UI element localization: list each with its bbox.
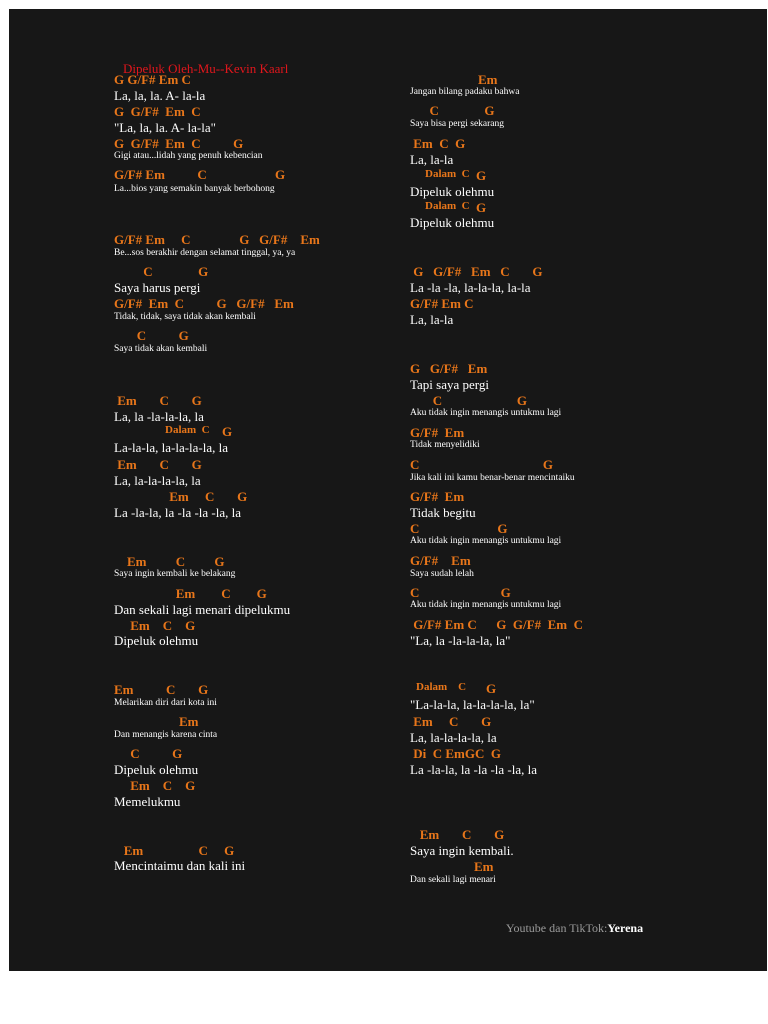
lyric-line: Dipeluk olehmu [410,184,495,199]
chord-line: Dalam C [425,168,470,180]
lyric-line-small: Tidak, tidak, saya tidak akan kembali [114,312,256,322]
chord-line: G G/F# Em C [114,104,201,119]
lyric-line-small: Aku tidak ingin menangis untukmu lagi [410,600,562,610]
chord-line: C G [114,328,189,343]
lyric-line-small: Saya bisa pergi sekarang [410,119,505,129]
chord-line: Dalam C [165,424,210,436]
lyric-line: Tapi saya pergi [410,377,489,392]
chord-line: G/F# Em C G G/F# Em [114,296,294,311]
chord-line: Di C EmGC G [410,746,501,761]
lyric-line: La -la-la, la -la -la -la, la [114,505,242,520]
chord-line: G/F# Em C G [114,167,286,182]
chord-line: G [476,168,487,183]
lyric-line-small: Melarikan diri dari kota ini [114,698,217,708]
lyric-line: Dipeluk olehmu [114,762,199,777]
lyric-line-small: Jika kali ini kamu benar-benar mencintaiku [410,473,575,483]
chord-line: G/F# Em C G G/F# Em C [410,617,583,632]
chord-line: C G [410,393,527,408]
lyric-line: "La-la-la, la-la-la-la, la" [410,697,535,712]
chord-line: Em C G [114,554,225,569]
chord-line: Em C G [114,457,202,472]
lyric-line-small: Saya tidak akan kembali [114,344,208,354]
lyric-line-small: Saya sudah lelah [410,569,474,579]
chord-line: C G [410,585,511,600]
lyric-line: Mencintaimu dan kali ini [114,858,246,873]
chord-line: Em [478,72,498,87]
chord-line: G/F# Em C G G/F# Em [114,232,320,247]
chord-line: C G [114,746,183,761]
chord-line: G/F# Em [410,553,471,568]
chord-line: G/F# Em [410,489,465,504]
lyric-line-small: Dan menangis karena cinta [114,730,218,740]
lyric-line-small: Gigi atau...lidah yang penuh kebencian [114,151,263,161]
lyric-line: Saya ingin kembali. [410,843,514,858]
lyric-line: La, la-la [410,152,454,167]
chord-line: G G/F# Em C G [410,264,543,279]
chord-line: Em C G [114,778,196,793]
lyric-line: La, la -la-la-la, la [114,409,204,424]
lyric-line-small: Jangan bilang padaku bahwa [410,87,520,97]
chord-line: G [486,681,497,696]
lyrics-sheet [9,9,767,971]
lyric-line-small: Dan sekali lagi menari [410,875,496,885]
chord-line: G G/F# Em C [114,72,191,87]
lyric-line: La-la-la, la-la-la-la, la [114,440,229,455]
credit-name: Yerena [607,921,644,935]
chord-line: G G/F# Em C G [114,136,244,151]
lyric-line: Dipeluk olehmu [114,633,199,648]
chord-line: Em [474,859,494,874]
chord-line: Em C G [114,489,248,504]
lyric-line: "La, la, la. A- la-la" [114,120,216,135]
lyric-line: Tidak begitu [410,505,476,520]
chord-line: Em C G [114,393,202,408]
lyric-line-small: La...bios yang semakin banyak berbohong [114,184,275,194]
lyric-line: La, la, la. A- la-la [114,88,206,103]
lyric-line: "La, la -la-la-la, la" [410,633,511,648]
chord-line: Em C G [114,618,196,633]
credit-footer [506,921,643,936]
lyric-line: La, la-la-la-la, la [410,730,497,745]
chord-line: G/F# Em [410,425,465,440]
chord-line: Em C G [410,827,505,842]
chord-line: Em C G [114,843,235,858]
lyric-line: La, la-la-la-la, la [114,473,201,488]
lyric-line-small: Be...sos berakhir dengan selamat tinggal, ya, ya [114,248,296,258]
lyric-line: La -la -la, la-la-la, la-la [410,280,531,295]
chord-line: C G [410,521,508,536]
lyric-line: La, la-la [410,312,454,327]
chord-line: C G [114,264,209,279]
chord-line: G/F# Em C [410,296,474,311]
chord-line: Em C G [114,682,209,697]
chord-line: G [476,200,487,215]
chord-line: Em C G [114,586,267,601]
chord-line: Em [114,714,199,729]
chord-line: G [222,424,233,439]
lyric-line-small: Aku tidak ingin menangis untukmu lagi [410,536,562,546]
chord-line: G G/F# Em [410,361,488,376]
chord-line: C G [410,103,495,118]
chord-line: Dalam C [425,200,470,212]
lyric-line: La -la-la, la -la -la -la, la [410,762,538,777]
credit-prefix: Youtube dan TikTok: [506,921,608,935]
chord-line: Em C G [410,714,492,729]
lyric-line: Memelukmu [114,794,181,809]
chord-line: Em C G [410,136,466,151]
lyric-line-small: Saya ingin kembali ke belakang [114,569,236,579]
lyric-line: Dipeluk olehmu [410,215,495,230]
song-title: Dipeluk Oleh-Mu--Kevin Kaarl [123,61,289,76]
chord-line: C G [410,457,553,472]
lyric-line-small: Aku tidak ingin menangis untukmu lagi [410,408,562,418]
lyric-line: Dan sekali lagi menari dipelukmu [114,602,291,617]
lyric-line: Saya harus pergi [114,280,201,295]
lyric-line-small: Tidak menyelidiki [410,440,480,450]
chord-line: Dalam C [416,681,467,693]
